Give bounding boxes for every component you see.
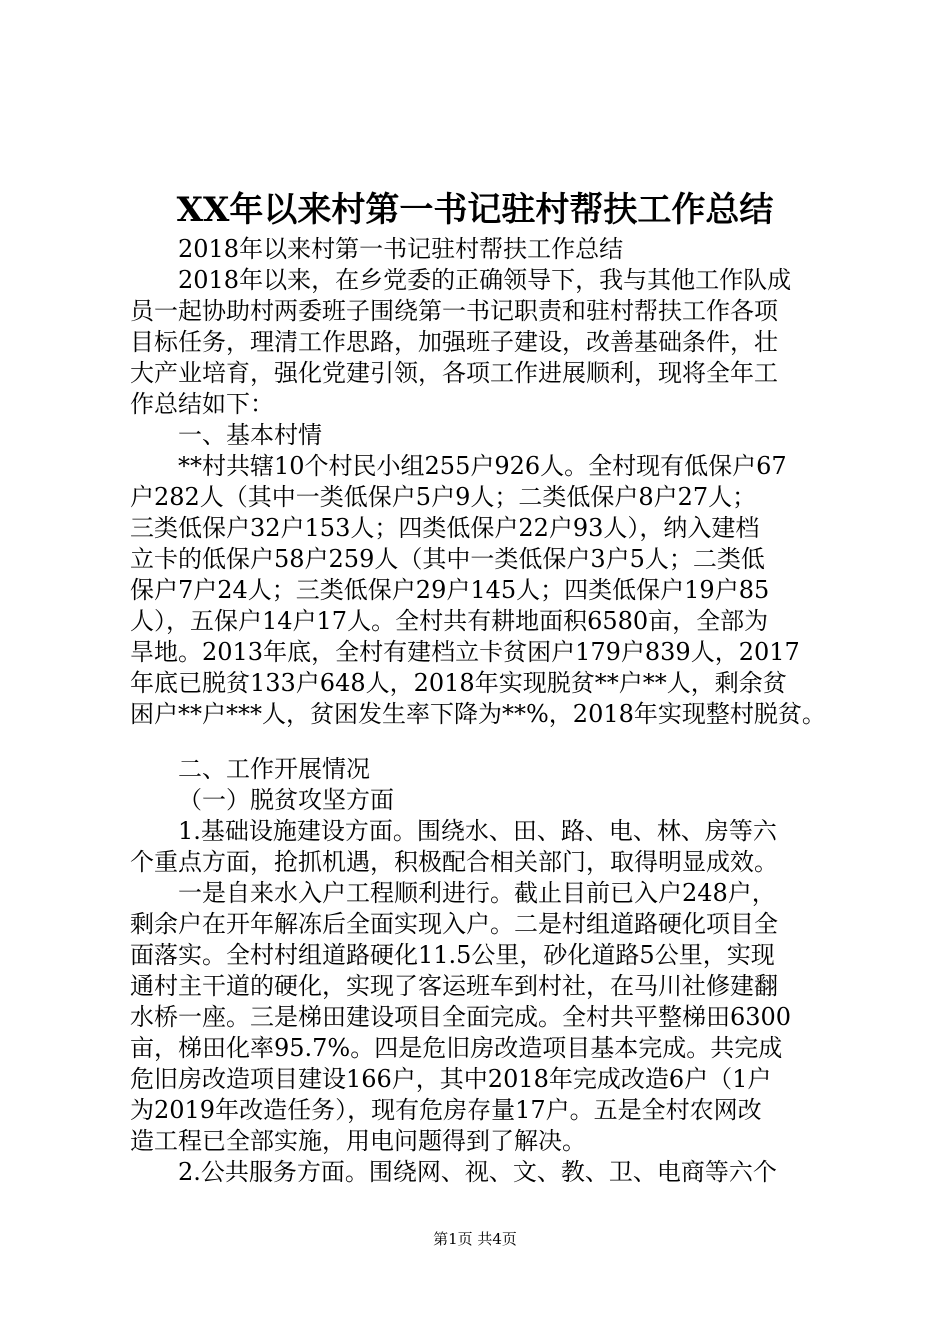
text-line: 大产业培育，强化党建引领，各项工作进展顺利，现将全年工 bbox=[130, 359, 778, 387]
text-line: 面落实。全村村组道路硬化11.5公里，砂化道路5公里，实现 bbox=[130, 941, 775, 969]
document-body bbox=[130, 234, 830, 1188]
text-line: 作总结如下： bbox=[130, 390, 274, 418]
text-line: 水桥一座。三是梯田建设项目全面完成。全村共平整梯田6300 bbox=[130, 1003, 792, 1031]
text-line: 一是自来水入户工程顺利进行。截止目前已入户248户， bbox=[178, 879, 776, 907]
text-line: 一、基本村情 bbox=[178, 421, 322, 449]
text-line: 户282人（其中一类低保户5户9人；二类低保户8户27人； bbox=[130, 483, 757, 511]
text-line: **村共辖10个村民小组255户926人。全村现有低保户67 bbox=[178, 452, 787, 480]
text-line: 为2019年改造任务），现有危房存量17户。五是全村农网改 bbox=[130, 1096, 762, 1124]
text-line: 2018年以来村第一书记驻村帮扶工作总结 bbox=[178, 235, 624, 263]
document-title: XX年以来村第一书记驻村帮扶工作总结 bbox=[176, 190, 774, 230]
text-line: 困户**户***人，贫困发生率下降为**%，2018年实现整村脱贫。 bbox=[130, 700, 826, 728]
text-line: 员一起协助村两委班子围绕第一书记职责和驻村帮扶工作各项 bbox=[130, 297, 778, 325]
text-line: 三类低保户32户153人；四类低保户22户93人），纳入建档 bbox=[130, 514, 760, 542]
text-line: 二、工作开展情况 bbox=[178, 755, 370, 783]
text-line: 2.公共服务方面。围绕网、视、文、教、卫、电商等六个 bbox=[178, 1158, 777, 1186]
text-line: 保户7户24人；三类低保户29户145人；四类低保户19户85 bbox=[130, 576, 770, 604]
text-line: 立卡的低保户58户259人（其中一类低保户3户5人；二类低 bbox=[130, 545, 765, 573]
text-line: 目标任务，理清工作思路，加强班子建设，改善基础条件，壮 bbox=[130, 328, 778, 356]
page-footer: 第1页 共4页 bbox=[433, 1230, 517, 1248]
text-line: 通村主干道的硬化，实现了客运班车到村社，在马川社修建翻 bbox=[130, 972, 778, 1000]
text-line: （一）脱贫攻坚方面 bbox=[178, 786, 394, 814]
text-line: 旱地。2013年底，全村有建档立卡贫困户179户839人，2017 bbox=[130, 638, 800, 666]
text-line: 造工程已全部实施，用电问题得到了解决。 bbox=[130, 1127, 586, 1155]
text-line: 危旧房改造项目建设166户，其中2018年完成改造6户（1户 bbox=[130, 1065, 772, 1093]
text-line: 个重点方面，抢抓机遇，积极配合相关部门，取得明显成效。 bbox=[130, 848, 778, 876]
text-line: 2018年以来，在乡党委的正确领导下，我与其他工作队成 bbox=[178, 266, 792, 294]
paragraph-spacer bbox=[130, 730, 830, 754]
text-line: 亩，梯田化率95.7%。四是危旧房改造项目基本完成。共完成 bbox=[130, 1034, 783, 1062]
text-line: 剩余户在开年解冻后全面实现入户。二是村组道路硬化项目全 bbox=[130, 910, 778, 938]
text-line: 1.基础设施建设方面。围绕水、田、路、电、林、房等六 bbox=[178, 817, 777, 845]
text-line: 年底已脱贫133户648人，2018年实现脱贫**户**人，剩余贫 bbox=[130, 669, 787, 697]
text-line: 人），五保户14户17人。全村共有耕地面积6580亩，全部为 bbox=[130, 607, 769, 635]
